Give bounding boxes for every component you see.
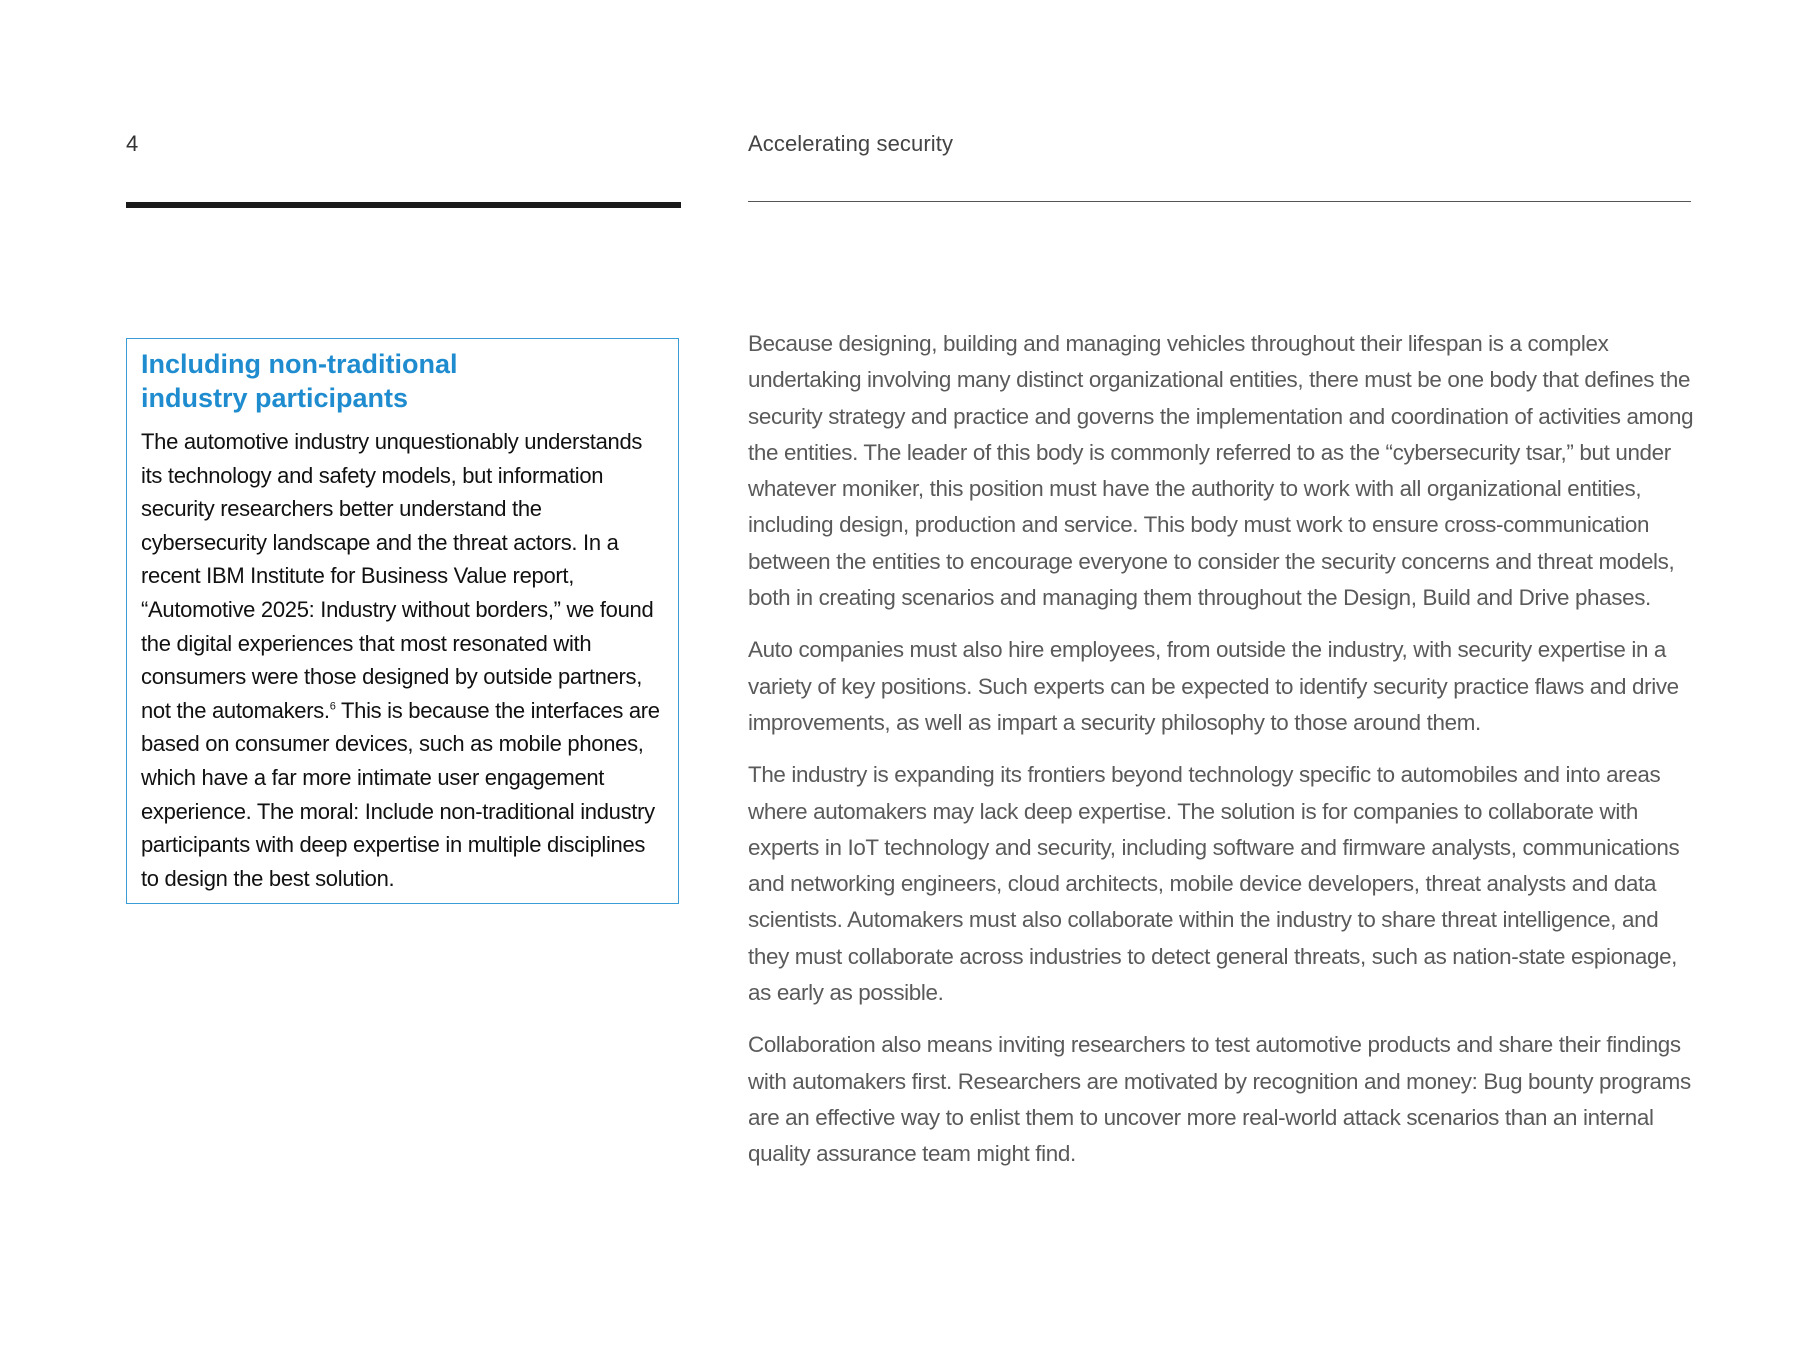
sidebar-heading: Including non-traditional industry participants bbox=[141, 349, 458, 413]
header-divider-thin bbox=[748, 201, 1691, 202]
footnote-reference: 6 bbox=[329, 700, 336, 713]
main-text-column bbox=[748, 326, 1698, 1189]
sidebar-body-text bbox=[141, 425, 664, 895]
sidebar-body-part2: This is because the interfaces are based on consumer devices, such as mobile phones, which have a far more intimate user engagement experience. The moral: Include non-traditional industry participants with deep expertise in multiple disciplines to design the best solution. bbox=[141, 697, 660, 891]
body-paragraph: Collaboration also means inviting researchers to test automotive products and share their findings with automakers first. Researchers are motivated by recognition and money: Bug bounty programs are an effective way to enlist them to uncover more real-world attack scenarios than an internal quality assurance team might find. bbox=[748, 1032, 1691, 1167]
body-paragraph: Auto companies must also hire employees, from outside the industry, with security expertise in a variety of key positions. Such experts can be expected to identify security practice flaws and drive improvements, as well as impart a security philosophy to those around them. bbox=[748, 637, 1679, 735]
running-title: Accelerating security bbox=[748, 131, 954, 156]
body-paragraph: The industry is expanding its frontiers beyond technology specific to automobiles and into areas where automakers may lack deep expertise. The solution is for companies to collaborate with experts in IoT technology and security, including software and firmware analysts, communications and networking engineers, cloud architects, mobile device developers, threat analysts and data scientists. Automakers must also collaborate within the industry to share threat intelligence, and they must collaborate across industries to detect general threats, such as nation-state espionage, as early as possible. bbox=[748, 762, 1680, 1006]
header-divider-thick bbox=[126, 202, 681, 208]
page-number: 4 bbox=[126, 131, 139, 156]
sidebar-body-part1: The automotive industry unquestionably understands its technology and safety models, but information security researchers better understand the cybersecurity landscape and the threat actors. In a recent IBM Institute for Business Value report, “Automotive 2025: Industry without borders,” we found the digital experiences that most resonated with consumers were those designed by outside partners, not the automakers. bbox=[141, 429, 654, 723]
body-paragraph: Because designing, building and managing vehicles throughout their lifespan is a complex undertaking involving many distinct organizational entities, there must be one body that defines the security strategy and practice and governs the implementation and coordination of activities among the entities. The leader of this body is commonly referred to as the “cybersecurity tsar,” but under whatever moniker, this position must have the authority to work with all organizational entities, including design, production and service. This body must work to ensure cross-communication between the entities to encourage everyone to consider the security concerns and threat models, both in creating scenarios and managing them throughout the Design, Build and Drive phases. bbox=[748, 331, 1694, 611]
sidebar-callout-box bbox=[126, 338, 679, 904]
